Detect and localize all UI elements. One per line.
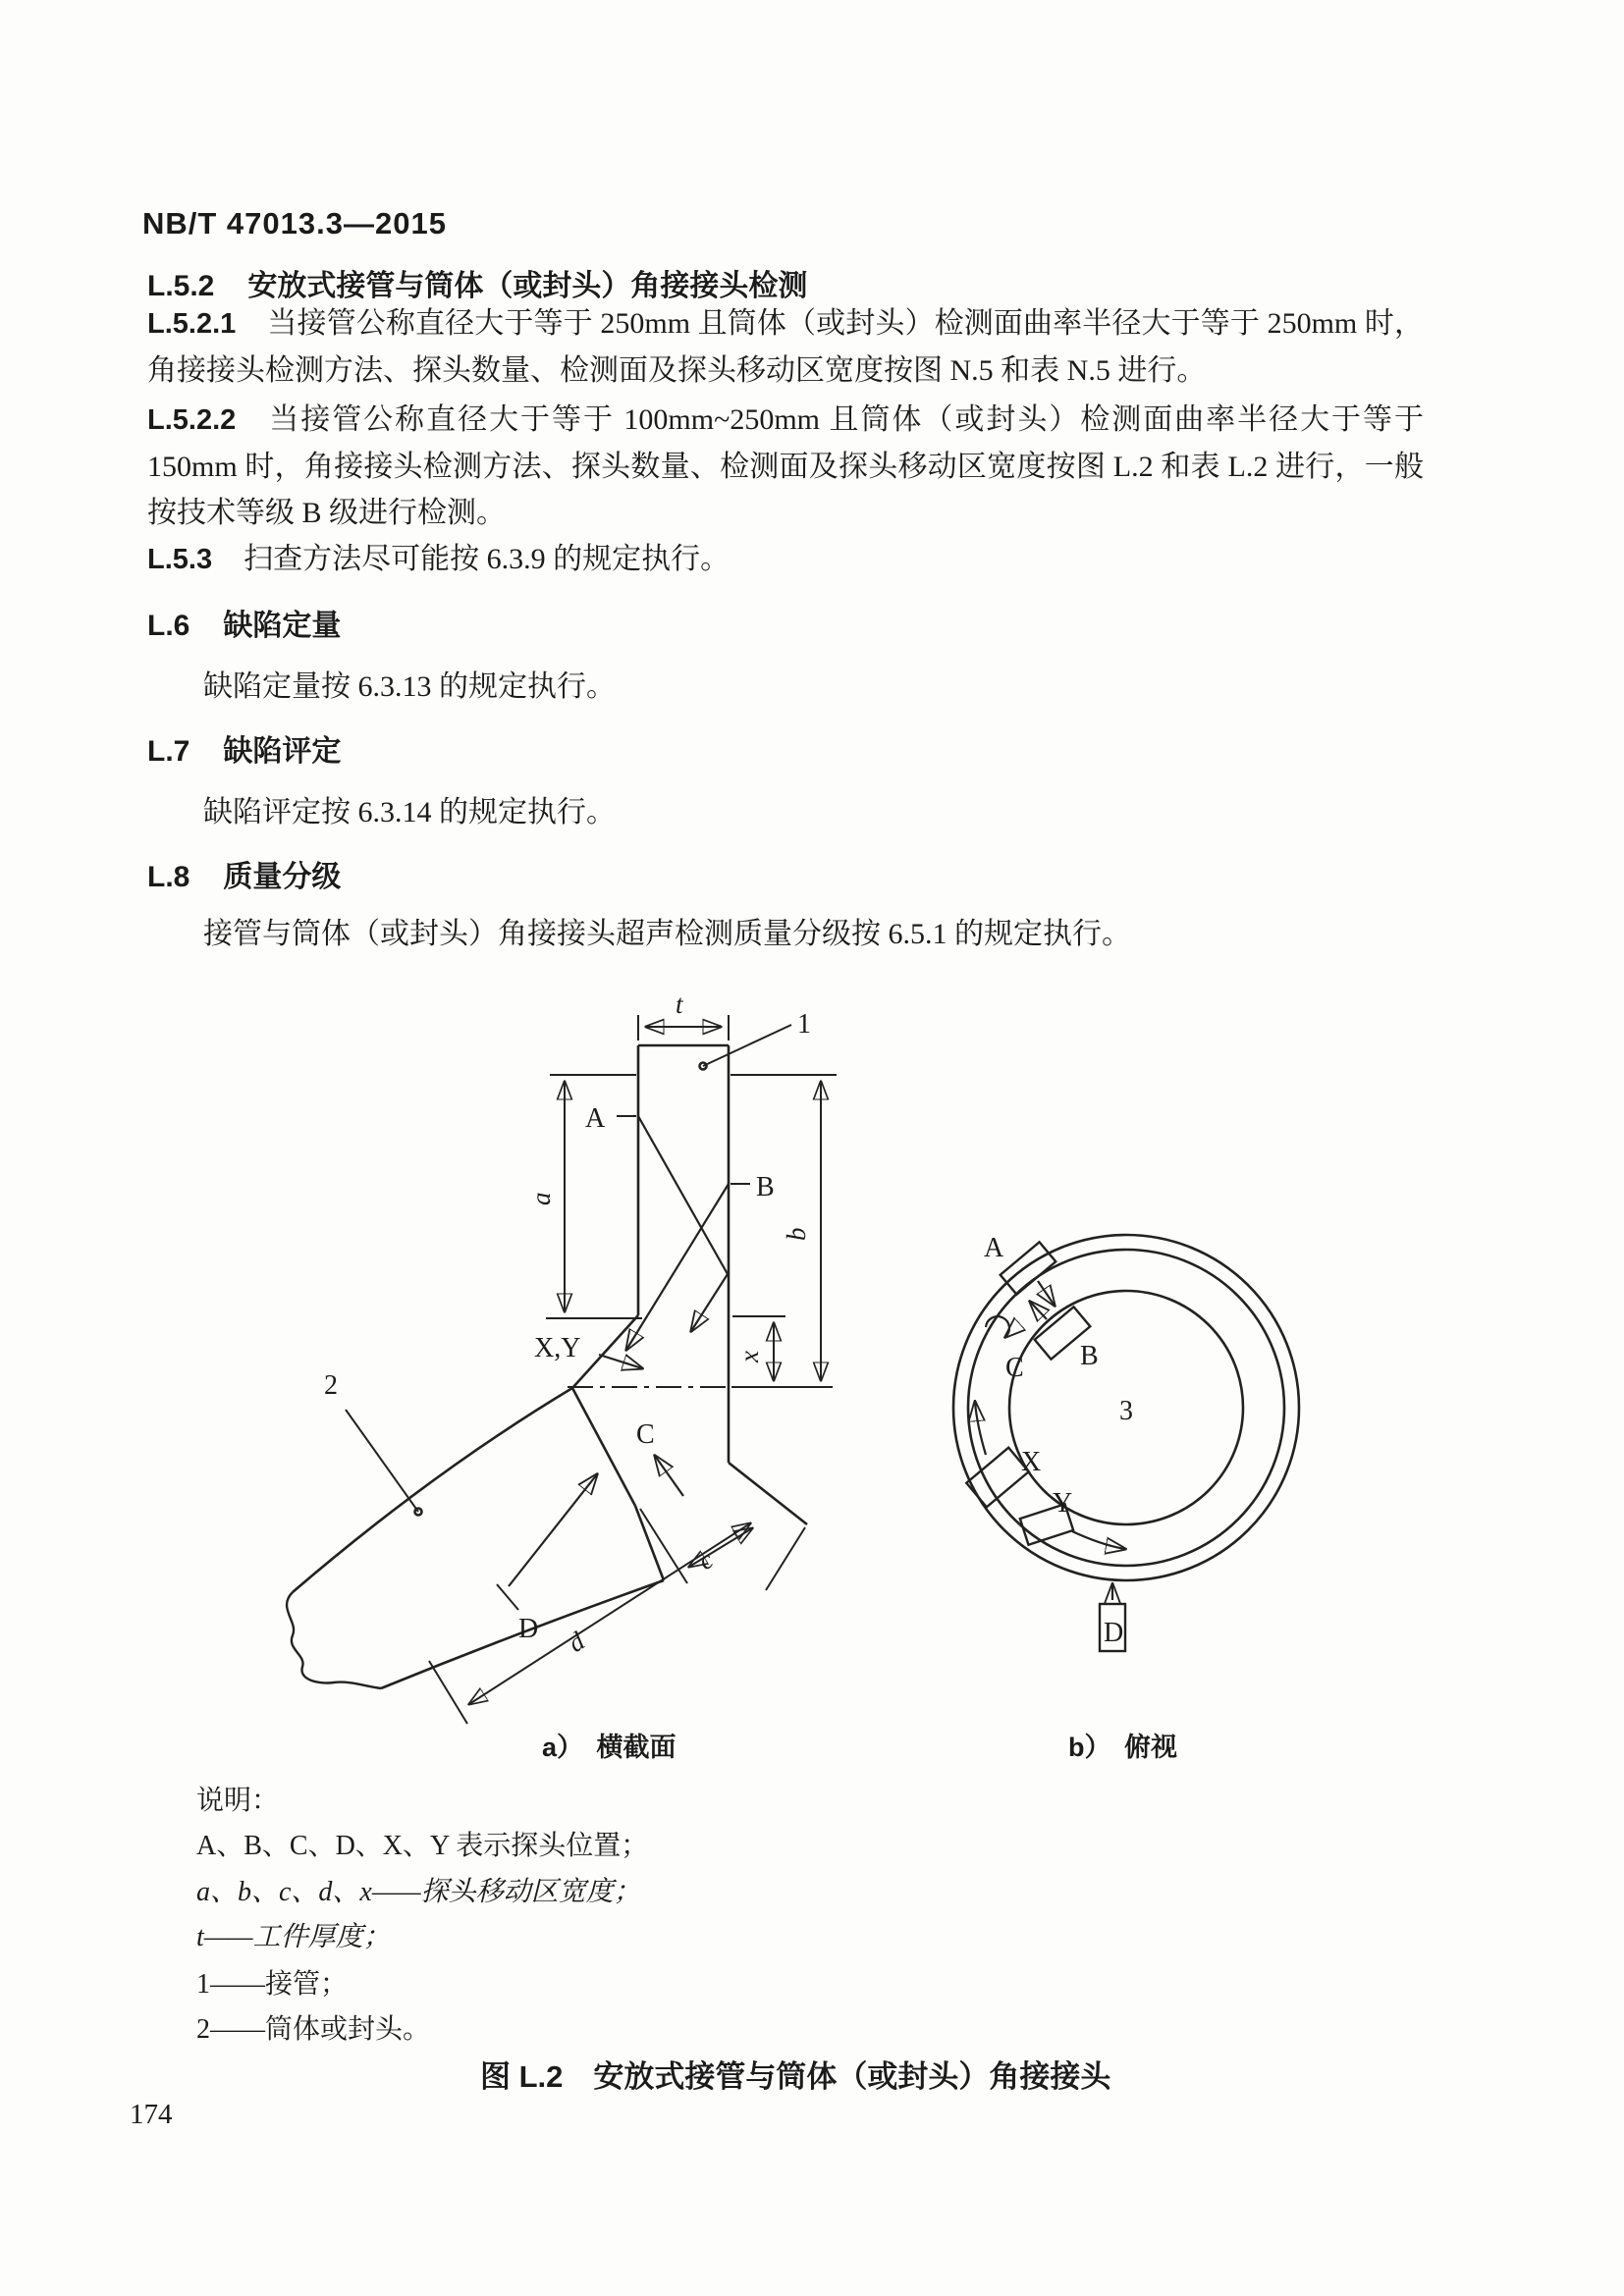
legend-item: a、b、c、d、x——探头移动区宽度； — [196, 1877, 641, 1907]
heading-l7-title: 缺陷评定 — [223, 735, 342, 768]
topview-probe-y-label: Y — [1053, 1488, 1073, 1519]
topview-probe-a-label: A — [984, 1233, 1004, 1263]
paragraph-l53-number: L.5.3 — [147, 544, 213, 575]
part-2-label: 2 — [324, 1370, 338, 1401]
probe-d-label: D — [518, 1614, 539, 1644]
heading-l52-title: 安放式接管与筒体（或封头）角接接头检测 — [247, 270, 808, 302]
heading-l6-number: L.6 — [147, 610, 190, 642]
heading-l52-number: L.5.2 — [147, 270, 215, 302]
paragraph-l521-text: 当接管公称直径大于等于 250mm 且筒体（或封头）检测面曲率半径大于等于 250mm 时，角接接头检测方法、探头数量、检测面及探头移动区宽度按图 N.5 和表 N.5 进行。 — [147, 307, 1424, 387]
heading-l7-number: L.7 — [147, 735, 190, 768]
cross-section-drawing — [287, 1015, 837, 1724]
dim-d-label: d — [562, 1626, 590, 1659]
paragraph-l521-number: L.5.2.1 — [147, 308, 237, 340]
topview-probe-b-label: B — [1080, 1341, 1099, 1371]
topview-probe-d-label: D — [1104, 1618, 1124, 1648]
dim-a-label: a — [526, 1192, 556, 1205]
legend-item: 2——筒体或封头。 — [196, 2014, 431, 2045]
dim-c-label: c — [692, 1544, 719, 1576]
paragraph-l6-body: 缺陷定量按 6.3.13 的规定执行。 — [203, 670, 616, 703]
probe-a-label: A — [585, 1103, 606, 1134]
legend-item: 1——接管； — [196, 1969, 349, 2000]
probe-xy-label: X,Y — [534, 1333, 581, 1363]
topview-probe-x-label: X — [1021, 1447, 1042, 1477]
figure-caption: 图 L.2 安放式接管与筒体（或封头）角接接头 — [480, 2059, 1111, 2094]
paragraph-l53-text: 扫查方法尽可能按 6.3.9 的规定执行。 — [244, 543, 731, 575]
dim-x-label: x — [734, 1351, 764, 1362]
dim-t-label: t — [676, 989, 683, 1019]
top-view-drawing — [953, 1235, 1299, 1651]
paragraph-l522-text: 当接管公称直径大于等于 100mm~250mm 且筒体（或封头）检测面曲率半径大于等于 150mm 时，角接接头检测方法、探头数量、检测面及探头移动区宽度按图 L.2 和表 L.2 进行，一般按技术等级 B 级进行检测。 — [147, 403, 1424, 529]
subcaption-a: a） 横截面 — [542, 1733, 677, 1762]
legend-item: A、B、C、D、X、Y 表示探头位置； — [196, 1831, 649, 1861]
standard-number-header: NB/T 47013.3—2015 — [142, 206, 447, 240]
dim-b-label: b — [782, 1227, 811, 1241]
probe-b-label: B — [756, 1172, 775, 1202]
heading-l8-number: L.8 — [147, 861, 190, 893]
heading-l8-title: 质量分级 — [223, 861, 342, 893]
paragraph-l522-number: L.5.2.2 — [147, 404, 237, 436]
legend-title: 说明： — [196, 1786, 280, 1816]
paragraph-l8-body: 接管与筒体（或封头）角接接头超声检测质量分级按 6.5.1 的规定执行。 — [203, 918, 1131, 950]
legend-item: t——工件厚度； — [196, 1922, 391, 1952]
part-1-label: 1 — [797, 1009, 811, 1040]
topview-probe-c-label: C — [1005, 1353, 1024, 1383]
subcaption-b: b） 俯视 — [1068, 1733, 1177, 1762]
page-number: 174 — [130, 2099, 173, 2130]
probe-c-label: C — [636, 1419, 655, 1450]
topview-part-3-label: 3 — [1119, 1396, 1133, 1426]
paragraph-l7-body: 缺陷评定按 6.3.14 的规定执行。 — [203, 796, 616, 828]
heading-l6-title: 缺陷定量 — [223, 610, 342, 642]
